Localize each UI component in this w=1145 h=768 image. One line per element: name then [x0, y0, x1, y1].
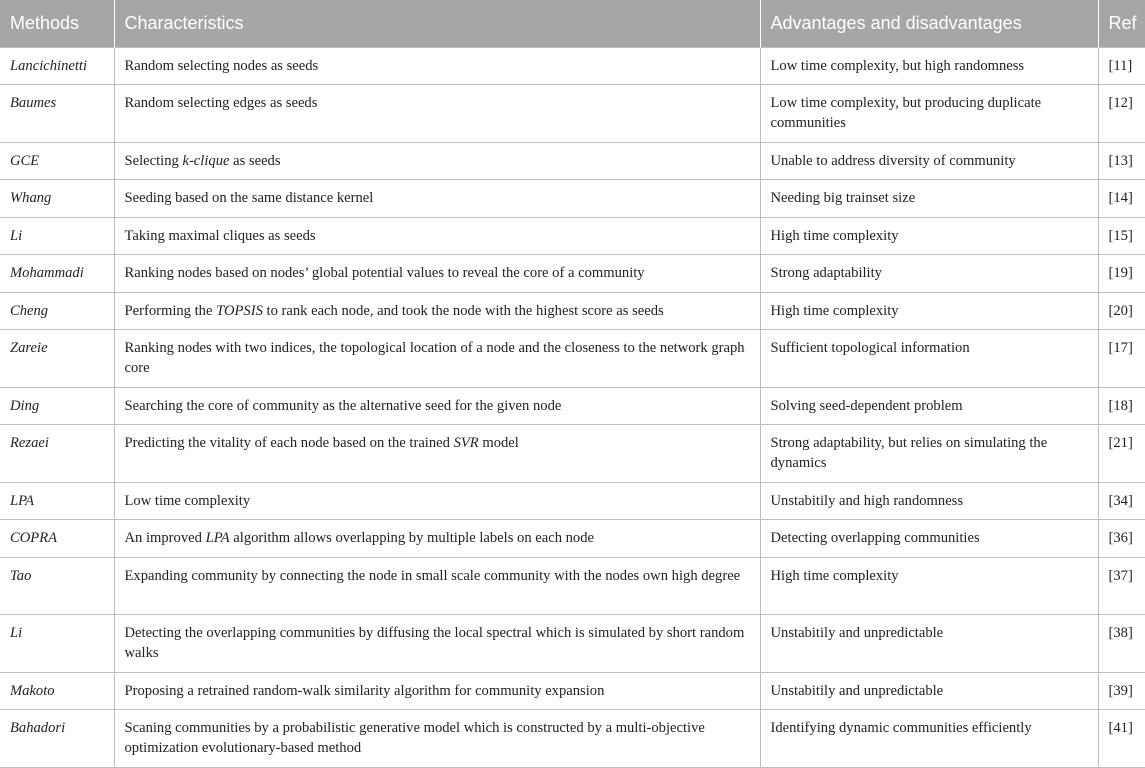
ref-cell: [17]: [1098, 330, 1145, 388]
method-cell: Bahadori: [0, 710, 114, 768]
characteristics-cell: Predicting the vitality of each node based on the trained SVR model: [114, 425, 760, 483]
characteristics-cell: Ranking nodes based on nodes’ global potential values to reveal the core of a community: [114, 255, 760, 293]
method-cell: Li: [0, 615, 114, 673]
characteristics-cell: Proposing a retrained random-walk similarity algorithm for community expansion: [114, 672, 760, 710]
table-row: [0, 180, 1145, 218]
ref-cell: [19]: [1098, 255, 1145, 293]
header-row: [0, 0, 1145, 47]
ref-cell: [41]: [1098, 710, 1145, 768]
ref-cell: [18]: [1098, 387, 1145, 425]
characteristics-cell: Selecting k-clique as seeds: [114, 142, 760, 180]
ref-cell: [39]: [1098, 672, 1145, 710]
characteristics-cell: Seeding based on the same distance kernel: [114, 180, 760, 218]
advantages-cell: Low time complexity, but high randomness: [760, 47, 1098, 85]
table-row: [0, 710, 1145, 768]
advantages-cell: High time complexity: [760, 292, 1098, 330]
table-row: [0, 615, 1145, 673]
characteristics-cell: Low time complexity: [114, 482, 760, 520]
header-methods: Methods: [0, 0, 114, 47]
characteristics-cell: Searching the core of community as the alternative seed for the given node: [114, 387, 760, 425]
header-advantages: Advantages and disadvantages: [760, 0, 1098, 47]
ref-cell: [21]: [1098, 425, 1145, 483]
table-row: [0, 217, 1145, 255]
characteristics-cell: An improved LPA algorithm allows overlapping by multiple labels on each node: [114, 520, 760, 558]
ref-cell: [36]: [1098, 520, 1145, 558]
table-row: [0, 330, 1145, 388]
table-row: [0, 482, 1145, 520]
table-row: [0, 292, 1145, 330]
table-row: [0, 47, 1145, 85]
method-cell: Lancichinetti: [0, 47, 114, 85]
header-characteristics: Characteristics: [114, 0, 760, 47]
characteristics-cell: Scaning communities by a probabilistic generative model which is constructed by a multi-objective optimization evolutionary-based method: [114, 710, 760, 768]
advantages-cell: Needing big trainset size: [760, 180, 1098, 218]
characteristics-cell: Random selecting edges as seeds: [114, 85, 760, 143]
ref-cell: [12]: [1098, 85, 1145, 143]
characteristics-cell: Expanding community by connecting the node in small scale community with the nodes own high degree: [114, 557, 760, 615]
advantages-cell: Strong adaptability, but relies on simulating the dynamics: [760, 425, 1098, 483]
advantages-cell: Unstabitily and unpredictable: [760, 615, 1098, 673]
characteristics-cell: Detecting the overlapping communities by diffusing the local spectral which is simulated by short random walks: [114, 615, 760, 673]
method-cell: Ding: [0, 387, 114, 425]
advantages-cell: Unable to address diversity of community: [760, 142, 1098, 180]
method-cell: Rezaei: [0, 425, 114, 483]
table-row: [0, 85, 1145, 143]
advantages-cell: Identifying dynamic communities efficiently: [760, 710, 1098, 768]
method-cell: Li: [0, 217, 114, 255]
advantages-cell: High time complexity: [760, 557, 1098, 615]
table-row: [0, 557, 1145, 615]
table-row: [0, 672, 1145, 710]
method-cell: Baumes: [0, 85, 114, 143]
advantages-cell: Strong adaptability: [760, 255, 1098, 293]
ref-cell: [34]: [1098, 482, 1145, 520]
advantages-cell: Unstabitily and high randomness: [760, 482, 1098, 520]
method-cell: GCE: [0, 142, 114, 180]
characteristics-cell: Ranking nodes with two indices, the topological location of a node and the closeness to the network graph core: [114, 330, 760, 388]
ref-cell: [13]: [1098, 142, 1145, 180]
ref-cell: [14]: [1098, 180, 1145, 218]
ref-cell: [37]: [1098, 557, 1145, 615]
ref-cell: [38]: [1098, 615, 1145, 673]
characteristics-cell: Taking maximal cliques as seeds: [114, 217, 760, 255]
method-cell: Mohammadi: [0, 255, 114, 293]
table-row: [0, 387, 1145, 425]
header-ref: Ref: [1098, 0, 1145, 47]
advantages-cell: Sufficient topological information: [760, 330, 1098, 388]
characteristics-cell: Random selecting nodes as seeds: [114, 47, 760, 85]
advantages-cell: High time complexity: [760, 217, 1098, 255]
ref-cell: [11]: [1098, 47, 1145, 85]
method-cell: LPA: [0, 482, 114, 520]
ref-cell: [20]: [1098, 292, 1145, 330]
method-cell: COPRA: [0, 520, 114, 558]
advantages-cell: Unstabitily and unpredictable: [760, 672, 1098, 710]
method-cell: Tao: [0, 557, 114, 615]
table-row: [0, 520, 1145, 558]
method-cell: Cheng: [0, 292, 114, 330]
method-cell: Makoto: [0, 672, 114, 710]
advantages-cell: Detecting overlapping communities: [760, 520, 1098, 558]
method-cell: Whang: [0, 180, 114, 218]
ref-cell: [15]: [1098, 217, 1145, 255]
table-row: [0, 142, 1145, 180]
method-cell: Zareie: [0, 330, 114, 388]
table-row: [0, 425, 1145, 483]
characteristics-cell: Performing the TOPSIS to rank each node, and took the node with the highest score as seeds: [114, 292, 760, 330]
advantages-cell: Low time complexity, but producing duplicate communities: [760, 85, 1098, 143]
table-row: [0, 255, 1145, 293]
advantages-cell: Solving seed-dependent problem: [760, 387, 1098, 425]
